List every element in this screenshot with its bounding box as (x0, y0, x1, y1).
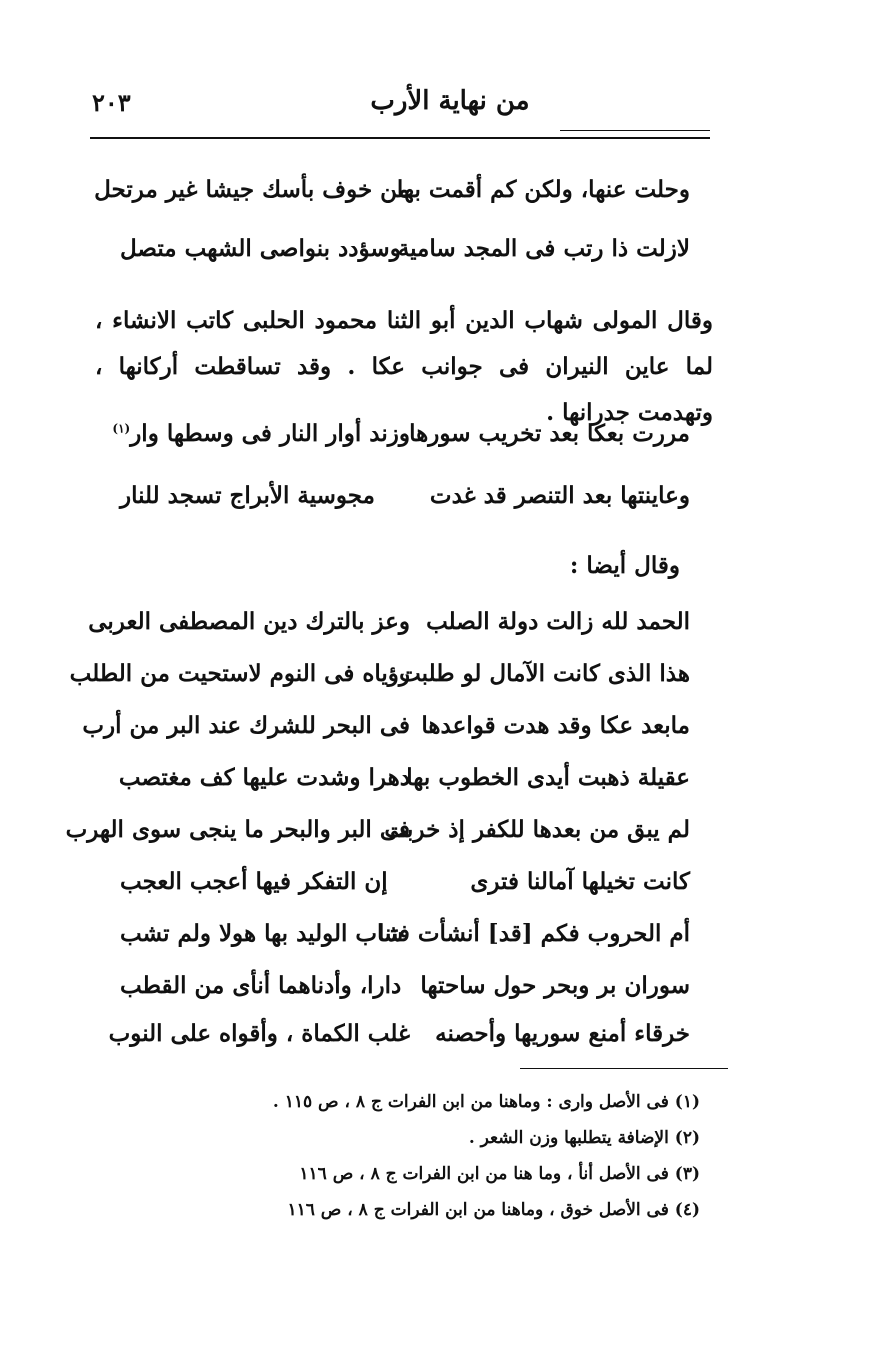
verse-row (120, 920, 690, 960)
verse-row (69, 660, 690, 700)
verse-hemistich-first: عقيلة ذهبت أيدى الخطوب بها (406, 764, 690, 791)
header-rule (90, 137, 710, 139)
verse-row (120, 482, 690, 522)
verse-hemistich-first: مابعد عكا وقد هدت قواعدها (421, 712, 690, 739)
verse-hemistich-second (112, 420, 410, 447)
verse-hemistich-second: من خوف بأسك جيشا غير مرتحل (94, 176, 410, 203)
verse-hemistich-second: فى البر والبحر ما ينجى سوى الهرب (65, 816, 410, 843)
verse-hemistich-second: إن التفكر فيها أعجب العجب (120, 868, 388, 895)
page-number: ٢٠٣ (92, 88, 131, 117)
verse-hemistich-first: أم الحروب فكم [قد] أنشأت فتنا (377, 920, 690, 947)
section-heading: وقال أيضا : (569, 552, 680, 579)
verse-hemistich-first: لم يبق من بعدها للكفر إذ خربت (384, 816, 690, 843)
verse-hemistich-first: كانت تخيلها آمالنا فترى (470, 868, 690, 895)
verse-text: وزند أوار النار فى وسطها وار (130, 420, 410, 447)
verse-row (94, 176, 690, 216)
running-title: من نهاية الأرب (370, 86, 530, 116)
verse-row (120, 235, 690, 275)
verse-hemistich-first: سوران بر وبحر حول ساحتها (420, 972, 690, 999)
verse-hemistich-first: وحلت عنها، ولكن كم أقمت بها (396, 176, 690, 203)
verse-hemistich-second: غلب الكماة ، وأقواه على النوب (108, 1020, 410, 1047)
verse-hemistich-second: وسؤدد بنواصى الشهب متصل (120, 235, 401, 262)
footnote: (٢) الإضافة يتطلبها وزن الشعر . (468, 1128, 700, 1148)
verse-row (120, 868, 690, 908)
footnotes (240, 1084, 700, 1228)
verse-row (88, 608, 690, 648)
verse-hemistich-second: وعز بالترك دين المصطفى العربى (88, 608, 410, 635)
footnote: (١) فى الأصل وارى : وماهنا من ابن الفرات ج ٨ ، ص ١١٥ . (272, 1092, 700, 1112)
verse-hemistich-second: فى البحر للشرك عند البر من أرب (82, 712, 410, 739)
verse-hemistich-first: لازلت ذا رتب فى المجد سامية (397, 235, 690, 262)
verse-hemistich-second: رؤياه فى النوم لاستحيت من الطلب (69, 660, 410, 687)
verse-row (112, 420, 690, 460)
footnote: (٤) فى الأصل خوق ، وماهنا من ابن الفرات ج ٨ ، ص ١١٦ (287, 1200, 700, 1220)
prose-paragraph: وقال المولى شهاب الدين أبو الثنا محمود الحلبى كاتب الانشاء ، لما عاين النيران فى جوانب عكا . وقد تساقطت أركانها ، وتهدمت جدرانها . (95, 307, 713, 426)
verse-hemistich-second: مجوسية الأبراج تسجد للنار (120, 482, 375, 509)
verse-row (65, 816, 690, 856)
verse-hemistich-first: وعاينتها بعد التنصر قد غدت (429, 482, 690, 509)
verse-hemistich-second: دارا، وأدناهما أنأى من القطب (120, 972, 402, 999)
footnote-marker: (١) (112, 421, 131, 436)
verse-row (120, 764, 690, 804)
verse-hemistich-first: هذا الذى كانت الآمال لو طلبت (399, 660, 690, 687)
verse-row (120, 972, 690, 1012)
header-rule-short (560, 130, 710, 131)
footnote: (٣) فى الأصل أنأ ، وما هنا من ابن الفرات ج ٨ ، ص ١١٦ (299, 1164, 700, 1184)
verse-hemistich-second: دهرا وشدت عليها كف مغتصب (118, 764, 410, 791)
verse-hemistich-first: خرقاء أمنع سوريها وأحصنه (435, 1020, 690, 1047)
verse-row (108, 1020, 690, 1060)
verse-hemistich-second: شاب الوليد بها هولا ولم تشب (120, 920, 404, 947)
verse-row (82, 712, 690, 752)
verse-hemistich-first: الحمد لله زالت دولة الصلب (426, 608, 690, 635)
verse-hemistich-first: مررت بعكا بعد تخريب سورها (409, 420, 690, 447)
footnote-rule (520, 1068, 728, 1069)
